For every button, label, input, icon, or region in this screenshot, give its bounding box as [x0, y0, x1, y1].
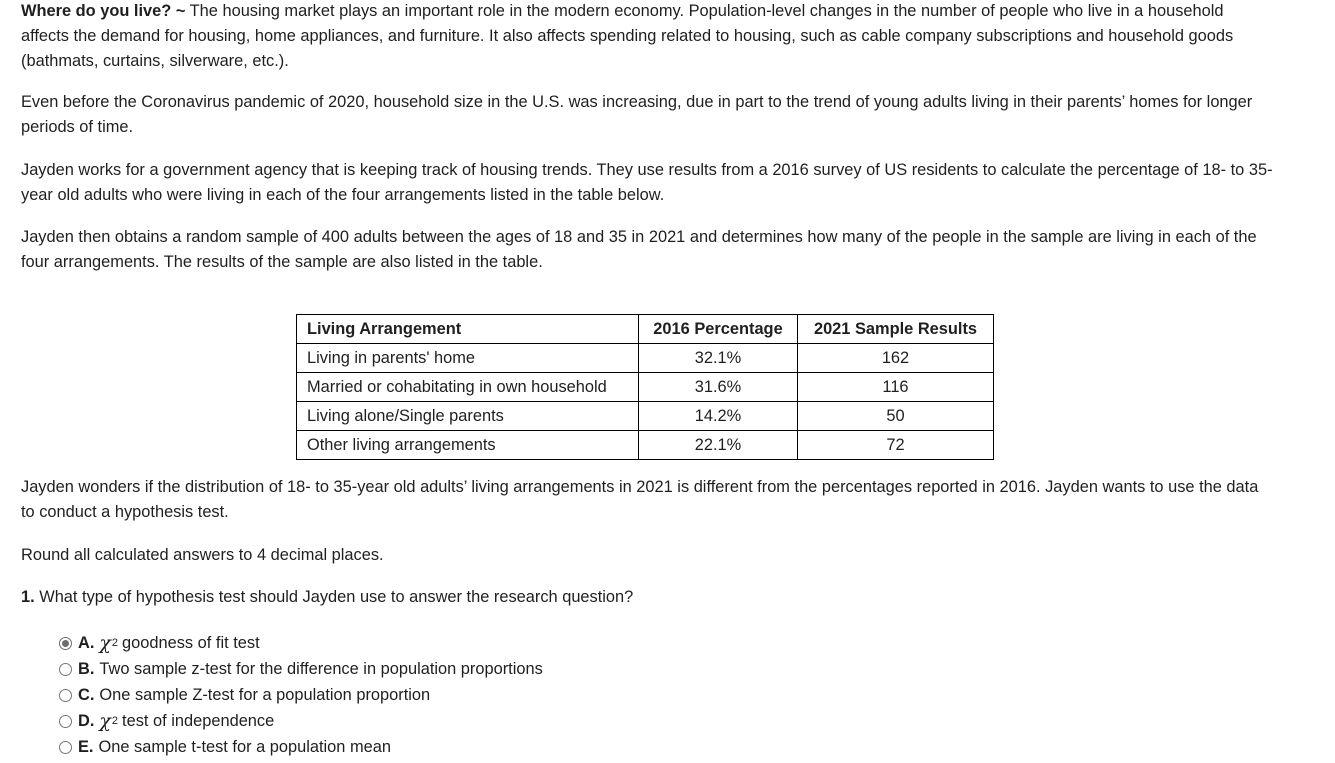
intro-title: Where do you live? ~ [21, 2, 186, 20]
option-c[interactable] [59, 682, 543, 708]
answer-options [59, 630, 543, 760]
option-letter: D. [78, 711, 95, 730]
header-2021: 2021 Sample Results [798, 315, 994, 344]
cell-2016: 14.2% [639, 402, 798, 431]
superscript: 2 [111, 714, 119, 727]
cell-arrangement: Living in parents' home [297, 344, 639, 373]
cell-2016: 31.6% [639, 373, 798, 402]
option-label: One sample t-test for a population mean [98, 737, 391, 756]
cell-2016: 32.1% [639, 344, 798, 373]
radio-button-checked[interactable] [59, 637, 72, 650]
paragraph-2: Even before the Coronavirus pandemic of 2020, household size in the U.S. was increasing, due in part to the trend of young adults living in their parents’ homes for longer periods of time. [21, 93, 1253, 136]
intro-paragraph [21, 0, 1276, 74]
paragraph-3: Jayden works for a government agency that is keeping track of housing trends. They use results from a 2016 survey of US residents to calculate the percentage of 18- to 35-year old adults who were living in each of the four arrangements listed in the table below. [21, 161, 1273, 204]
cell-arrangement: Other living arrangements [297, 431, 639, 460]
question-number: 1. [21, 588, 35, 606]
option-d[interactable] [59, 708, 543, 734]
option-a[interactable] [59, 630, 543, 656]
option-label: One sample Z-test for a population proportion [99, 685, 431, 704]
question-text: What type of hypothesis test should Jayden use to answer the research question? [34, 588, 634, 606]
cell-2016: 22.1% [639, 431, 798, 460]
table-row [297, 344, 994, 373]
question-1 [21, 585, 1276, 610]
option-letter: C. [78, 685, 95, 704]
cell-2021: 50 [798, 402, 994, 431]
chi-symbol: χ [99, 709, 111, 732]
radio-button[interactable] [59, 663, 72, 676]
intro-text: The housing market plays an important role in the modern economy. Population-level changes in the number of people who live in a household affects the demand for housing, home appliances, and furniture. It also affects spending related to housing, such as cable company subscriptions and household goods (bathmats, curtains, silverware, etc.). [21, 2, 1234, 70]
option-b[interactable] [59, 656, 543, 682]
cell-arrangement: Living alone/Single parents [297, 402, 639, 431]
radio-button[interactable] [59, 715, 72, 728]
table-row [297, 431, 994, 460]
cell-2021: 162 [798, 344, 994, 373]
radio-button[interactable] [59, 741, 72, 754]
option-label: Two sample z-test for the difference in population proportions [99, 659, 543, 678]
header-arrangement: Living Arrangement [297, 315, 639, 344]
option-label: goodness of fit test [122, 633, 260, 652]
option-label: test of independence [122, 711, 275, 730]
superscript: 2 [111, 636, 119, 649]
option-letter: E. [78, 737, 94, 756]
header-2016: 2016 Percentage [639, 315, 798, 344]
paragraph-4: Jayden then obtains a random sample of 400 adults between the ages of 18 and 35 in 2021 and determines how many of the people in the sample are living in each of the four arrangements. The results of the sample are also listed in the table. [21, 228, 1257, 271]
option-e[interactable] [59, 734, 543, 760]
option-letter: B. [78, 659, 95, 678]
cell-arrangement: Married or cohabitating in own household [297, 373, 639, 402]
radio-button[interactable] [59, 689, 72, 702]
cell-2021: 116 [798, 373, 994, 402]
paragraph-5: Jayden wonders if the distribution of 18- to 35-year old adults’ living arrangements in 2021 is different from the percentages reported in 2016. Jayden wants to use the data to conduct a hypothesis test. [21, 478, 1259, 521]
chi-symbol: χ [99, 631, 111, 654]
table-row [297, 373, 994, 402]
paragraph-6: Round all calculated answers to 4 decimal places. [21, 546, 384, 564]
option-letter: A. [78, 633, 95, 652]
cell-2021: 72 [798, 431, 994, 460]
living-arrangement-table [296, 314, 994, 460]
table-header-row [297, 315, 994, 344]
table-row [297, 402, 994, 431]
